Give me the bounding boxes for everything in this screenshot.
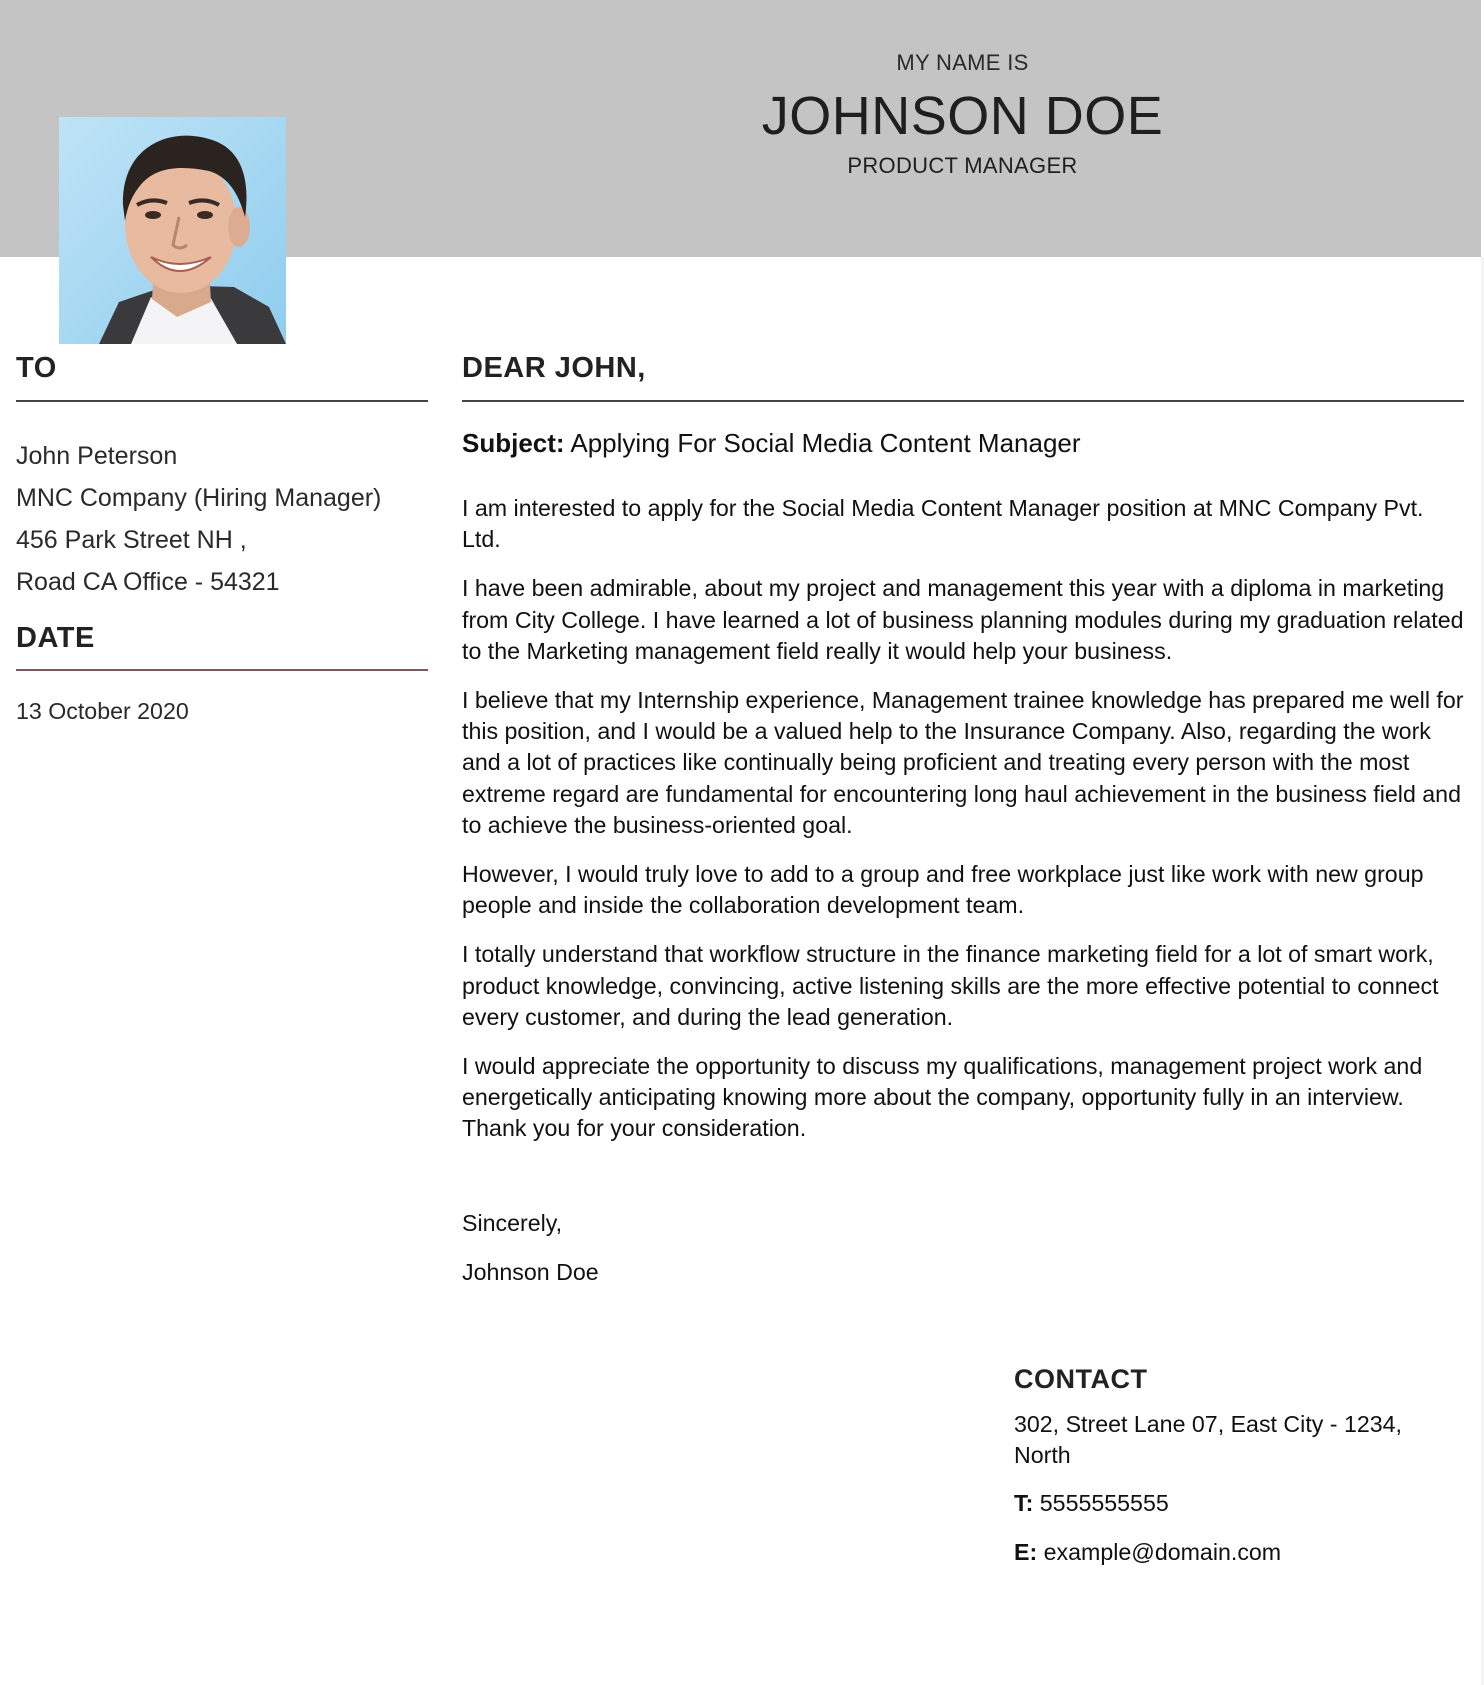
- greeting-divider: [462, 400, 1464, 402]
- contact-address: 302, Street Lane 07, East City - 1234, North: [1014, 1411, 1402, 1469]
- greeting: DEAR JOHN,: [462, 352, 646, 384]
- date-divider: [16, 669, 428, 671]
- phone-value: 5555555555: [1039, 1490, 1169, 1517]
- name-intro: MY NAME IS: [896, 50, 1029, 75]
- to-divider: [16, 400, 428, 402]
- contact-phone: [1014, 1488, 1434, 1519]
- signature: Johnson Doe: [462, 1259, 599, 1285]
- letter-date: 13 October 2020: [16, 698, 189, 724]
- profile-photo: [59, 117, 286, 344]
- body-paragraph: I would appreciate the opportunity to discuss my qualifications, management project work and energetically anticipating knowing more about the company, opportunity fully in an interview. Thank you for your consideration.: [462, 1053, 1423, 1142]
- subject-line: [462, 428, 1081, 459]
- applicant-title: PRODUCT MANAGER: [847, 153, 1078, 178]
- closing: Sincerely,: [462, 1210, 563, 1236]
- body-paragraph: However, I would truly love to add to a group and free workplace just like work with new group people and inside the collaboration development team.: [462, 861, 1424, 919]
- contact-details: [1014, 1409, 1434, 1585]
- body-paragraph: I am interested to apply for the Social Media Content Manager position at MNC Company Pvt. Ltd.: [462, 495, 1424, 553]
- date-heading: DATE: [16, 622, 95, 654]
- body-paragraph: I totally understand that workflow structure in the finance marketing field for a lot of smart work, product knowledge, convincing, active listening skills are the more effective potential to connect every customer, and during the lead generation.: [462, 941, 1439, 1030]
- recipient-name: John Peterson: [16, 442, 178, 470]
- contact-heading: CONTACT: [1014, 1364, 1148, 1394]
- recipient-address-line1: 456 Park Street NH ,: [16, 526, 247, 554]
- subject-label: Subject:: [462, 428, 565, 458]
- body-paragraph: I believe that my Internship experience, Management trainee knowledge has prepared me well for this position, and I would be a valued help to the Insurance Company. Also, regarding the work and a lot of practices like continually being proficient and treating every person with the most extreme regard are fundamental for encountering long haul achievement in the business field and to achieve the business-oriented goal.: [462, 687, 1464, 838]
- body-paragraph: I have been admirable, about my project and management this year with a diploma in marketing from City College. I have learned a lot of business planning modules during my graduation related to the Marketing management field really it would help your business.: [462, 575, 1464, 664]
- email-label: E:: [1014, 1538, 1038, 1565]
- email-value: example@domain.com: [1043, 1538, 1282, 1565]
- to-heading: TO: [16, 352, 57, 384]
- recipient-address-line2: Road CA Office - 54321: [16, 568, 280, 596]
- letter-body: [462, 493, 1466, 1163]
- contact-email: [1014, 1537, 1434, 1568]
- recipient-company: MNC Company (Hiring Manager): [16, 484, 382, 512]
- phone-label: T:: [1014, 1490, 1034, 1517]
- applicant-name: JOHNSON DOE: [761, 86, 1164, 146]
- subject-text: Applying For Social Media Content Manager: [570, 428, 1081, 458]
